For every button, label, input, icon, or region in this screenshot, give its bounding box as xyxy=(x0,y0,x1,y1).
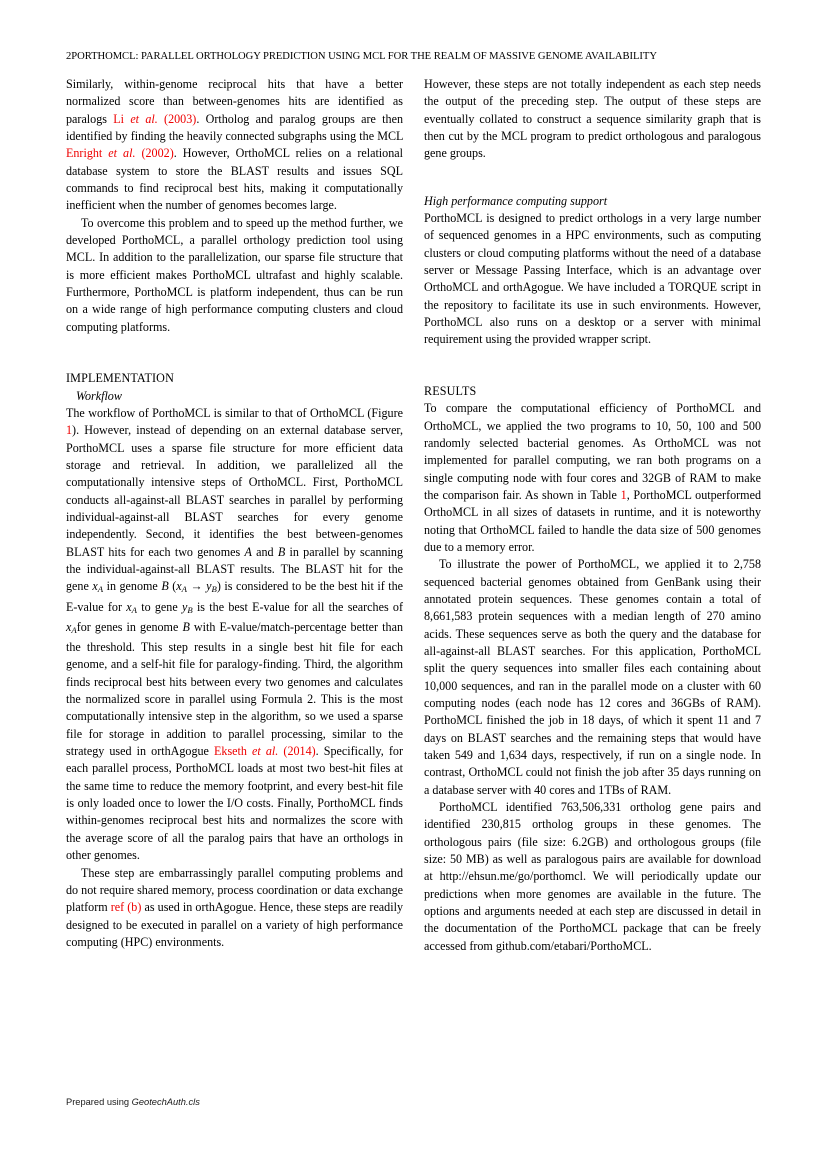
citation-ekseth-etal[interactable]: et al. xyxy=(252,744,279,759)
text-run: Similarly, within-genome reciprocal hits that have a better normalized score than between-genomes hits are identified as paralogs xyxy=(66,77,403,126)
citation-enright-etal[interactable]: et al. xyxy=(108,146,136,161)
subsection-heading-hpc-support: High performance computing support xyxy=(424,193,608,208)
footer-class-file: GeotechAuth.cls xyxy=(131,1097,200,1107)
left-column xyxy=(66,76,403,1076)
text-run: The workflow of PorthoMCL is similar to that of OrthoMCL (Figure xyxy=(66,405,403,420)
math-var-B: B xyxy=(277,544,286,559)
citation-ekseth[interactable]: Ekseth xyxy=(214,744,253,759)
citation-ref-b[interactable]: ref (b) xyxy=(110,900,142,915)
math-var-xa: $x_A$ xyxy=(92,579,104,595)
text-run: in genome xyxy=(103,579,162,594)
text-run: , PorthoMCL outperformed OrthoMCL in all sizes of datasets in runtime, and it is noteworthy noting that OrthoMCL failed to handle the data size of 500 genomes due to a memory error. xyxy=(424,487,761,554)
section-spacer xyxy=(66,336,403,370)
footer-prefix: Prepared using xyxy=(66,1097,132,1107)
text-run: as used in orthAgogue. Hence, these steps are readily designed to be executed in parallel on a variety of high performance computing (HPC) environments. xyxy=(66,900,403,949)
text-run: is the best E-value for all the searches of xyxy=(192,599,403,614)
text-run: . Ortholog and paralog groups are then identified by finding the heavily connected subgraphs using the MCL xyxy=(66,111,403,144)
math-var-xa-2: $x_A$ xyxy=(126,599,137,615)
citation-li[interactable]: Li xyxy=(113,111,131,126)
right-column xyxy=(424,76,761,1076)
text-run: for genes in genome xyxy=(76,619,183,634)
math-var-yb: $y_B$ xyxy=(181,599,193,615)
left-paragraph-1 xyxy=(66,76,403,215)
subsection-heading-workflow: Workflow xyxy=(76,388,122,403)
citation-enright-year[interactable]: (2002) xyxy=(135,146,174,161)
section-heading-results: RESULTS xyxy=(424,383,477,398)
two-column-body xyxy=(66,76,761,1076)
math-var-B-2: B xyxy=(161,579,169,594)
table-reference-1[interactable]: 1 xyxy=(620,487,627,502)
text-run: and xyxy=(251,544,278,559)
math-expression-best-hit: $(x_A \to y_B)$ xyxy=(172,579,221,595)
right-paragraph-5: PorthoMCL identified 763,506,331 ortholog gene pairs and identified 230,815 ortholog groups in these genomes. The orthologous pairs (file size: 6.2GB) and orthologous groups (file size: 50 MB) as well as paralogous pairs are available for download at http://ehsun.me/go/porthomcl. We will periodically update our predictions when more genomes are available in the future. The options and arguments needed at each step are discussed in detail in the documentation of the PorthoMCL package that can be freely accessed from github.com/etabari/PorthoMCL. xyxy=(424,800,761,953)
text-run: to gene xyxy=(136,599,182,614)
running-head: 2PORTHOMCL: PARALLEL ORTHOLOGY PREDICTION USING MCL FOR THE REALM OF MASSIVE GENOME AVAILABILITY xyxy=(66,51,657,62)
text-run: is considered to be the best hit if the E-value for xyxy=(66,579,404,614)
right-paragraph-3 xyxy=(424,400,761,556)
right-paragraph-1: However, these steps are not totally independent as each step needs the output of the preceding step. The output of these steps are eventually collated to construct a sequence similarity graph that is then cut by the MCL program to predict orthologous and paralogous gene groups. xyxy=(424,77,761,161)
citation-ekseth-year[interactable]: (2014) xyxy=(278,744,316,759)
text-run: in parallel by scanning the individual-against-all BLAST results. The BLAST hit for the gene xyxy=(66,544,404,594)
citation-li-year[interactable]: (2003) xyxy=(157,111,197,126)
text-run: These step are embarrassingly parallel computing problems and do not require shared memory, process coordination or data exchange platform xyxy=(66,865,403,915)
section-spacer xyxy=(424,349,761,383)
text-run: with E-value/match-percentage better than the threshold. This step results in a single best hit file for each genome, and a self-hit file for paralogy-finding. Third, the algorithm finds reciprocal best hits between every two genomes and calculates the normalized score in parallel using Formula 2. This is the most computationally intensive step in the algorithm, so we used a sparse file for storage in addition to parallel processing, similar to the strategy used in orthAgogue xyxy=(66,619,403,759)
citation-li-etal[interactable]: et al. xyxy=(130,111,158,126)
left-paragraph-4 xyxy=(66,865,403,952)
right-paragraph-4: To illustrate the power of PorthoMCL, we applied it to 2,758 sequenced bacterial genomes obtained from GenBank using their annotated protein sequences. These genomes contain a total of 8,661,583 protein sequences with a median length of 270 amino acids. These sequences serve as both the query and the database for all-against-all BLAST searches. For this application, PorthoMCL split the query sequences into smaller files each containing about 10,000 sequences, and ran in the parallel mode on a cluster with 60 computing nodes (each node has 12 cores and 36GBs of RAM). PorthoMCL finished the job in 18 days, of which it spent 11 and 7 days on BLAST searches and the remaining steps that would have taken 549 and 1,634 days, respectively, if run on a single node. In contrast, OrthoMCL could not finish the job after 35 days running on a database server with 40 cores and 1TBs of RAM. xyxy=(424,557,761,797)
right-paragraph-2: PorthoMCL is designed to predict orthologs in a very large number of sequenced genomes in a HPC environments, such as computing clusters or cloud computing platforms without the need of a database server or Message Passing Interface, which is an advantage over OrthoMCL and orthAgogue. We have included a TORQUE script in the repository to facilitate its use in such environments. However, PorthoMCL also runs on a desktop or a server with minimal requirement using the provided wrapper script. xyxy=(424,211,761,347)
math-var-B-3: B xyxy=(182,619,190,634)
section-heading-implementation: IMPLEMENTATION xyxy=(66,371,174,386)
footer xyxy=(66,1096,200,1108)
text-run: . Specifically, for each parallel process, PorthoMCL loads at most two best-hit files at the same time to reduce the memory footprint, and every best-hit file is only loaded once to lower the I/O costs. Finally, PorthoMCL finds within-genomes reciprocal best hits and normalizes the score with the average score of all the paralog pairs that have an orthologs in other genomes. xyxy=(66,744,403,863)
left-paragraph-3 xyxy=(66,405,403,865)
math-var-xa-3: $x_A$ xyxy=(66,619,77,635)
figure-reference-1[interactable]: 1 xyxy=(66,423,73,438)
text-run: ). However, instead of depending on an external database server, PorthoMCL uses a sparse file structure for more efficient data storage and retrieval. In addition, we parallelized all the computationally intensive steps of OrthoMCL. First, PorthoMCL conducts all-against-all BLAST searches in parallel by performing individual-against-all BLAST searches for every genome independently. Second, it identifies the best between-genomes BLAST hits for each two genomes xyxy=(66,423,403,559)
section-spacer xyxy=(424,163,761,193)
citation-enright[interactable]: Enright xyxy=(66,146,109,161)
text-run: . However, OrthoMCL relies on a relational database system to store the BLAST results and issues SQL commands to find reciprocal best hits, making it computationally inefficient when the number of genomes becomes large. xyxy=(66,146,403,213)
math-var-A: A xyxy=(244,544,252,559)
text-run: To compare the computational efficiency of PorthoMCL and OrthoMCL, we applied the two programs to 10, 50, 100 and 500 randomly selected bacterial genomes. As OrthoMCL was not implemented for parallel computing, we ran both programs on a single computing node with four cores and 32GB of RAM to make the comparison fair. As shown in Table xyxy=(424,401,761,502)
left-paragraph-2: To overcome this problem and to speed up the method further, we developed PorthoMCL, a parallel orthology prediction tool using MCL. In addition to the parallelization, our sparse file structure that is more efficient makes PorthoMCL ultrafast and highly scalable. Furthermore, PorthoMCL is platform independent, thus can be run on a wide range of high performance computing clusters and cloud computing platforms. xyxy=(66,215,403,334)
